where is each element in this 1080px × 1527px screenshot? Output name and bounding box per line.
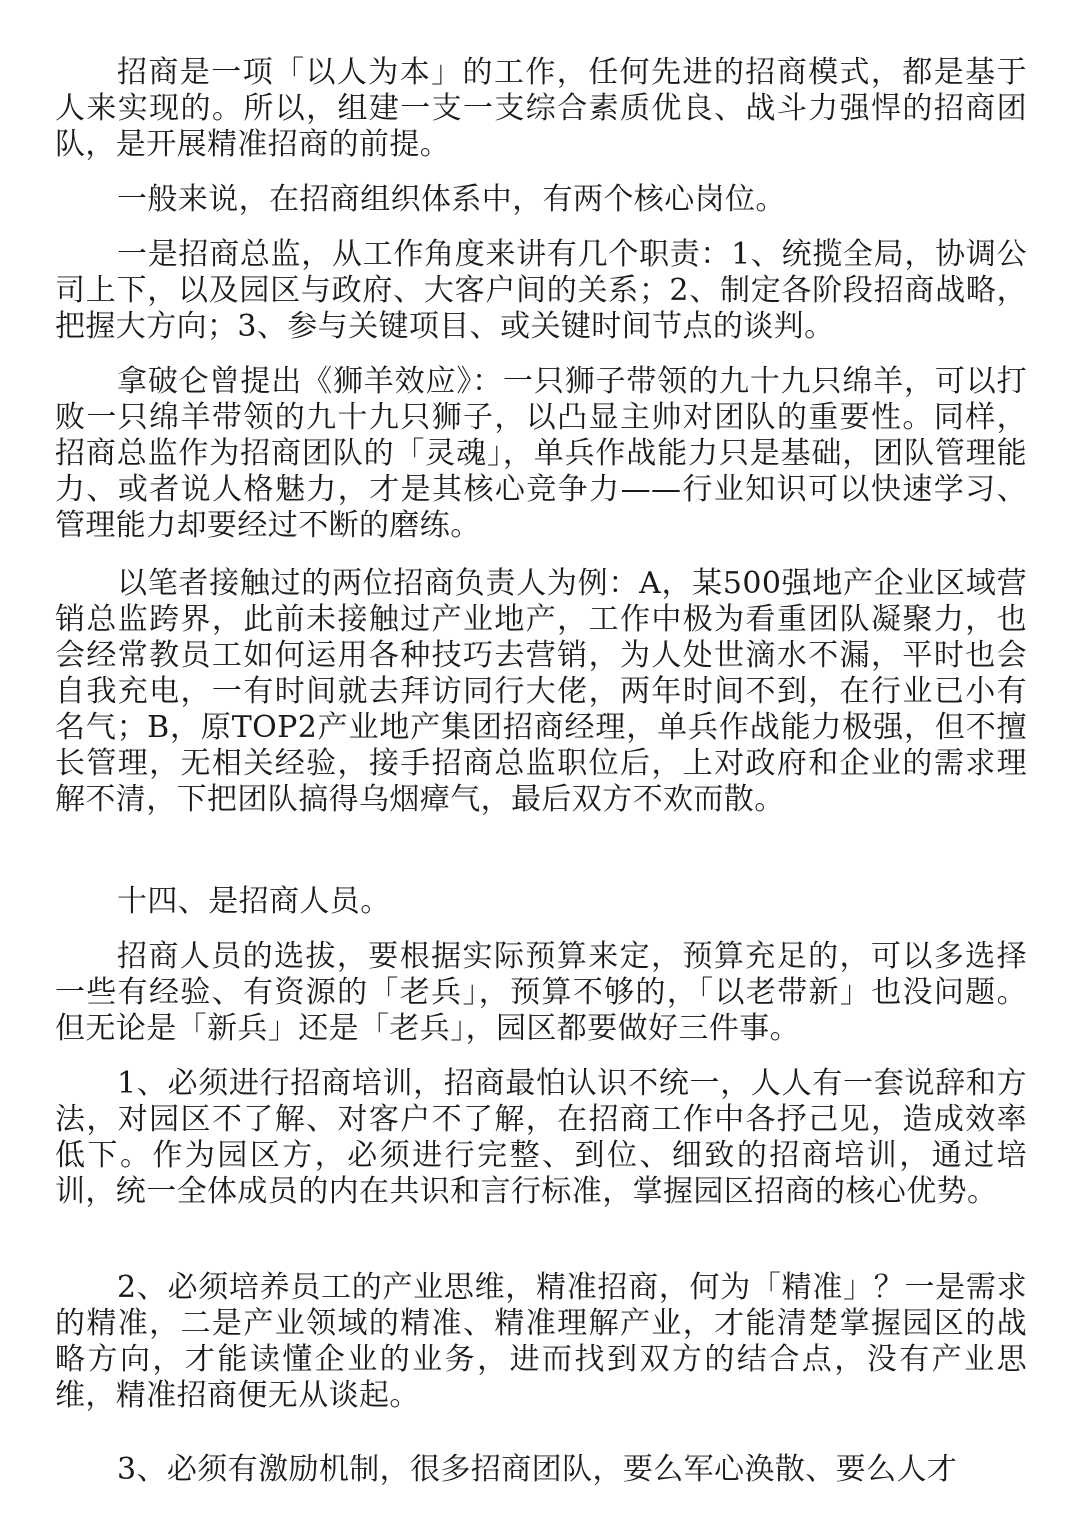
paragraph: 3、必须有激励机制，很多招商团队，要么军心涣散、要么人才 <box>117 1452 958 1487</box>
paragraph: 2、必须培养员工的产业思维，精准招商，何为「精准」？一是需求的精准，二是产业领域的精准、精准理解产业，才能清楚掌握园区的战略方向，才能读懂企业的业务，进而找到双方的结合点，没有产业思维，精准招商便无从谈起。 <box>55 1270 1027 1413</box>
paragraph: 1、必须进行招商培训，招商最怕认识不统一，人人有一套说辞和方法，对园区不了解、对客户不了解，在招商工作中各抒己见，造成效率低下。作为园区方，必须进行完整、到位、细致的招商培训，通过培训，统一全体成员的内在共识和言行标准，掌握园区招商的核心优势。 <box>55 1066 1027 1209</box>
paragraph: 以笔者接触过的两位招商负责人为例：A，某500强地产企业区域营销总监跨界，此前未接触过产业地产，工作中极为看重团队凝聚力，也会经常教员工如何运用各种技巧去营销，为人处世滴水不漏，平时也会自我充电，一有时间就去拜访同行大佬，两年时间不到，在行业已小有名气；B，原TOP2产业地产集团招商经理，单兵作战能力极强，但不擅长管理，无相关经验，接手招商总监职位后，上对政府和企业的需求理解不清，下把团队搞得乌烟瘴气，最后双方不欢而散。 <box>55 566 1027 817</box>
paragraph: 十四、是招商人员。 <box>117 884 391 919</box>
paragraph: 一是招商总监，从工作角度来讲有几个职责：1、统揽全局，协调公司上下，以及园区与政府、大客户间的关系；2、制定各阶段招商战略，把握大方向；3、参与关键项目、或关键时间节点的谈判。 <box>55 237 1027 344</box>
paragraph: 一般来说，在招商组织体系中，有两个核心岗位。 <box>117 182 786 217</box>
paragraph: 招商人员的选拔，要根据实际预算来定，预算充足的，可以多选择一些有经验、有资源的「老兵」，预算不够的，「以老带新」也没问题。但无论是「新兵」还是「老兵」，园区都要做好三件事。 <box>55 939 1027 1046</box>
paragraph: 拿破仑曾提出《狮羊效应》：一只狮子带领的九十九只绵羊，可以打败一只绵羊带领的九十九只狮子，以凸显主帅对团队的重要性。同样，招商总监作为招商团队的「灵魂」，单兵作战能力只是基础，团队管理能力、或者说人格魅力，才是其核心竞争力——行业知识可以快速学习、管理能力却要经过不断的磨练。 <box>55 364 1027 543</box>
paragraph: 招商是一项「以人为本」的工作，任何先进的招商模式，都是基于人来实现的。所以，组建一支一支综合素质优良、战斗力强悍的招商团队，是开展精准招商的前提。 <box>55 55 1027 162</box>
